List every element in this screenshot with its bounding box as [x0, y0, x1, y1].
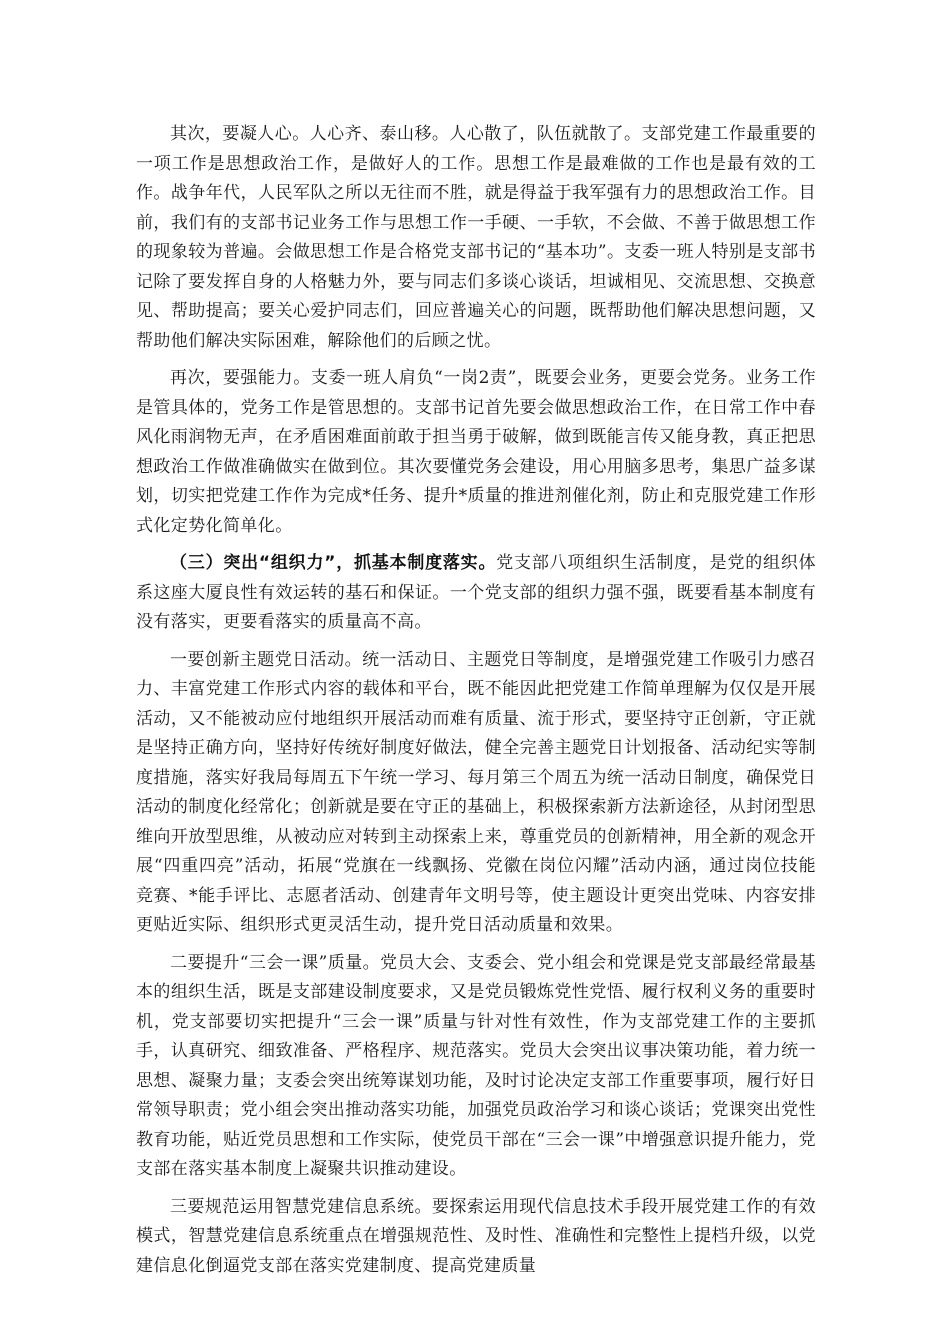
document-body [136, 120, 816, 1289]
paragraph-text: 二要提升“三会一课”质量。党员大会、支委会、党小组会和党课是党支部最经常最基本的组织生活，既是支部建设制度要求，又是党员锻炼党性党悟、履行权利义务的重要时机，党支部要切实把提升“三会一课”质量与针对性有效性，作为支部党建工作的主要抓手，认真研究、细致准备、严格程序、规范落实。党员大会突出议事决策功能，着力统一思想、凝聚力量；支委会突出统筹谋划功能，及时讨论决定支部工作重要事项，履行好日常领导职责；党小组会突出推动落实功能，加强党员政治学习和谈心谈话；党课突出党性教育功能，贴近党员思想和工作实际，使党员干部在“三会一课”中增强意识提升能力，党支部在落实基本制度上凝聚共识推动建设。 [136, 952, 816, 1179]
paragraph-text: 三要规范运用智慧党建信息系统。要探索运用现代信息技术手段开展党建工作的有效模式，智慧党建信息系统重点在增强规范性、及时性、准确性和完整性上提档升级，以党建信息化倒逼党支部在落实党建制度、提高党建质量 [136, 1196, 816, 1276]
paragraph-text: 一要创新主题党日活动。统一活动日、主题党日等制度，是增强党建工作吸引力感召力、丰富党建工作形式内容的载体和平台，既不能因此把党建工作简单理解为仅仅是开展活动，又不能被动应付地组织开展活动而难有质量、流于形式，要坚持守正创新，守正就是坚持正确方向，坚持好传统好制度好做法，健全完善主题党日计划报备、活动纪实等制度措施，落实好我局每周五下午统一学习、每月第三个周五为统一活动日制度，确保党日活动的制度化经常化；创新就是要在守正的基础上，积极探索新方法新途径，从封闭型思维向开放型思维，从被动应对转到主动探索上来，尊重党员的创新精神，用全新的观念开展“四重四亮”活动，拓展“党旗在一线飘扬、党徽在岗位闪耀”活动内涵，通过岗位技能竞赛、*能手评比、志愿者活动、创建青年文明号等，使主题设计更突出党味、内容安排更贴近实际、组织形式更灵活生动，提升党日活动质量和效果。 [136, 649, 816, 935]
paragraph-theme-party-day [136, 646, 816, 941]
paragraph-strengthen-ability [136, 364, 816, 541]
paragraph-text: 党支部八项组织生活制度，是党的组织体系这座大厦良性有效运转的基石和保证。一个党支部的组织力强不强，既要看基本制度有没有落实，更要看落实的质量高不高。 [136, 553, 817, 632]
paragraph-smart-party-system [136, 1193, 816, 1282]
paragraph-three-meetings [136, 949, 816, 1185]
section-heading: （三）突出“组织力”，抓基本制度落实。 [170, 553, 497, 573]
paragraph-organizational-power [136, 549, 816, 638]
paragraph-rally-hearts [136, 120, 816, 356]
paragraph-text: 其次，要凝人心。人心齐、泰山移。人心散了，队伍就散了。支部党建工作最重要的一项工作是思想政治工作，是做好人的工作。思想工作是最难做的工作也是最有效的工作。战争年代，人民军队之所以无往而不胜，就是得益于我军强有力的思想政治工作。目前，我们有的支部书记业务工作与思想工作一手硬、一手软，不会做、不善于做思想工作的现象较为普遍。会做思想工作是合格党支部书记的“基本功”。支委一班人特别是支部书记除了要发挥自身的人格魅力外，要与同志们多谈心谈话，坦诚相见、交流思想、交换意见、帮助提高；要关心爱护同志们，回应普遍关心的问题，既帮助他们解决思想问题，又帮助他们解决实际困难，解除他们的后顾之忧。 [136, 124, 816, 351]
paragraph-text: 再次，要强能力。支委一班人肩负“一岗2责”，既要会业务，更要会党务。业务工作是管具体的，党务工作是管思想的。支部书记首先要会做思想政治工作，在日常工作中春风化雨润物无声，在矛盾困难面前敢于担当勇于破解，做到既能言传又能身教，真正把思想政治工作做准确做实在做到位。其次要懂党务会建设，用心用脑多思考，集思广益多谋划，切实把党建工作作为完成*任务、提升*质量的推进剂催化剂，防止和克服党建工作形式化定势化简单化。 [136, 368, 816, 536]
